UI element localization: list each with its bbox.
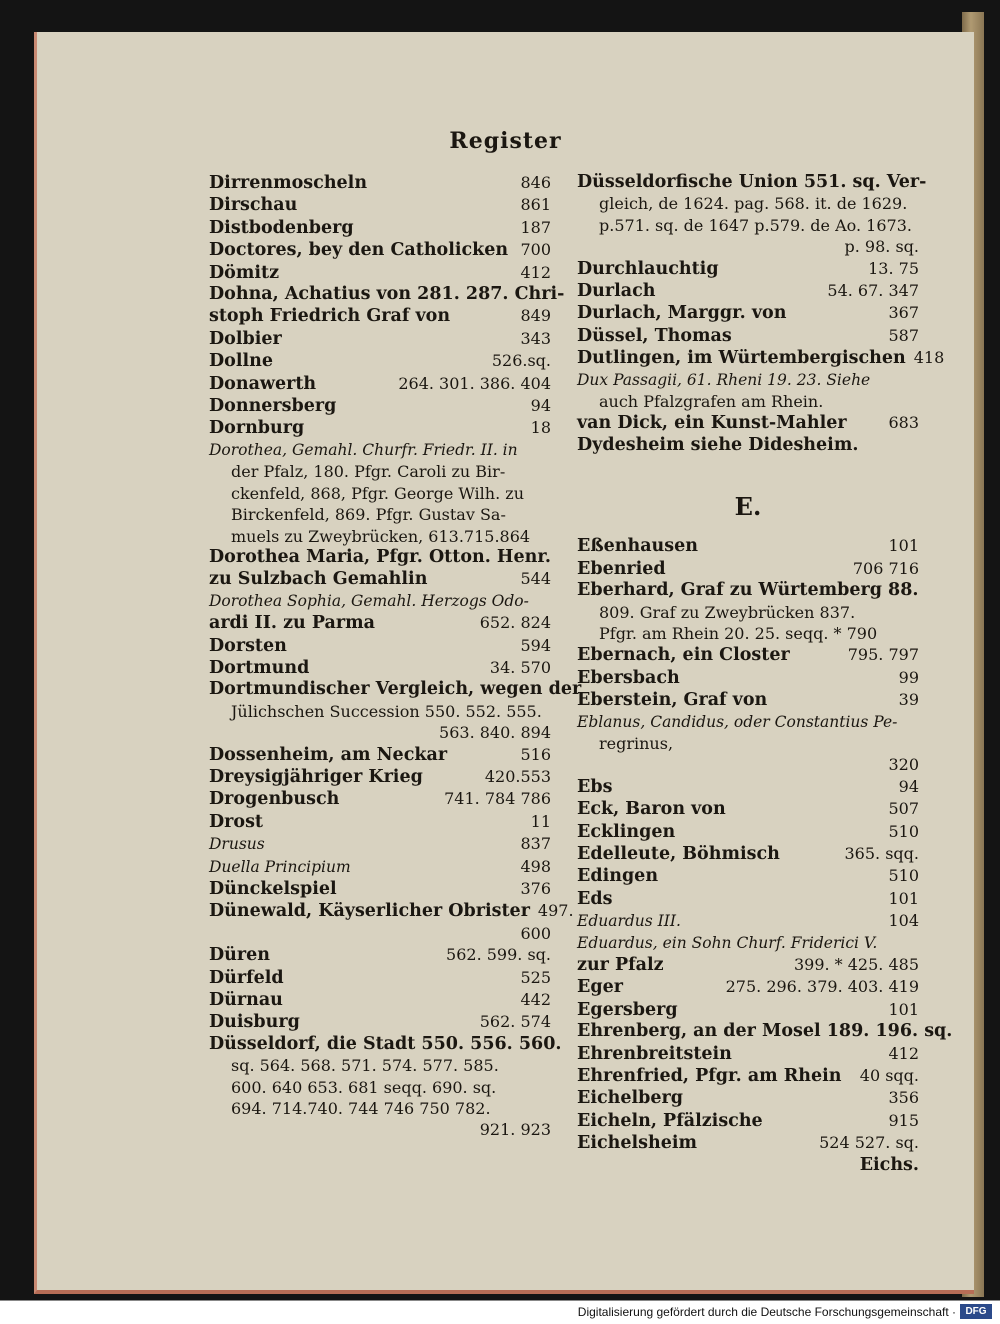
entry-page-numbers: 420.553 [484,766,551,786]
index-entry [577,535,919,557]
index-entry [577,976,919,998]
entry-term: Dürnau [209,990,283,1011]
entry-term: Ecklingen [577,821,676,842]
entry-page-numbers: 526.sq. [491,351,551,371]
index-entry [209,989,551,1011]
entry-page-numbers: 187 [520,217,551,237]
entry-page-numbers: 510 [888,821,919,841]
entry-term: Dolbier [209,328,282,349]
index-entry [209,194,551,216]
index-entry [577,1087,919,1109]
index-entry [209,504,551,525]
index-entry [209,635,551,657]
index-entry [209,328,551,350]
index-entry [577,1065,919,1087]
entry-term: Dossenheim, am Neckar [209,744,448,765]
index-entry [577,558,919,580]
index-entry [209,944,551,966]
section-letter-e: E. [734,492,762,522]
entry-term: Eger [577,977,623,998]
entry-term: Dorothea, Gemahl. Churfr. Friedr. II. in [209,440,518,459]
entry-term: Dydesheim siehe Didesheim. [577,434,859,455]
entry-term: Ebersbach [577,667,680,688]
entry-continuation: p. 98. sq. [844,237,919,257]
entry-term: Distbodenberg [209,217,354,238]
index-entry [209,373,551,395]
index-entry [577,644,919,666]
entry-page-numbers: 516 [520,744,551,764]
index-entry [577,954,919,976]
entry-term: Dohna, Achatius von 281. 287. Chri- [209,284,565,305]
page-heading: Register [449,128,562,154]
index-entry [209,461,551,482]
entry-continuation: 563. 840. 894 [439,723,551,743]
entry-term: Eck, Baron von [577,799,726,820]
entry-page-numbers: 442 [520,990,551,1010]
left-column [209,172,582,1141]
catchword: Eichs. [859,1154,919,1175]
index-entry [209,568,551,590]
index-entry [577,325,919,347]
entry-term: Dirrenmoscheln [209,173,368,193]
entry-term: stoph Friedrich Graf von [209,306,451,327]
entry-term: Donnersberg [209,396,337,417]
right-e-entries [577,535,953,1154]
entry-term: Düsseldorf, die Stadt 550. 556. 560. [209,1033,562,1054]
entry-continuation: 600. 640 653. 681 seqq. 690. sq. [231,1077,497,1097]
entry-term: Drost [209,811,264,832]
index-entry [577,370,919,391]
index-entry [209,923,551,944]
entry-term: Dirschau [209,195,298,216]
entry-term: Eberhard, Graf zu Würtemberg 88. [577,580,919,601]
entry-term: Eds [577,888,613,909]
index-entry [577,1021,953,1042]
entry-page-numbers: 861 [520,195,551,215]
entry-page-numbers: 94 [530,396,551,416]
index-entry [577,391,919,412]
entry-page-numbers: 706 716 [852,558,919,578]
entry-term: Drogenbusch [209,789,340,810]
index-entry [209,1055,551,1076]
entry-term: Dorsten [209,635,287,656]
entry-page-numbers: 562. 599. sq. [446,945,551,965]
entry-term: Dux Passagii, 61. Rheni 19. 23. Siehe [577,370,871,389]
index-entry [209,788,551,810]
index-entry [577,258,919,280]
entry-continuation: ckenfeld, 868, Pfgr. George Wilh. zu [231,483,524,503]
index-entry [577,193,919,214]
entry-term: Duella Principium [209,857,351,876]
index-entry [209,305,551,327]
index-entry [209,657,551,679]
document-page [34,32,974,1294]
entry-continuation: der Pfalz, 180. Pfgr. Caroli zu Bir- [231,462,506,482]
index-entry [209,262,551,284]
index-entry [209,284,565,305]
index-entry [209,900,574,922]
index-entry [577,302,919,324]
entry-page-numbers: 264. 301. 386. 404 [398,373,551,393]
index-entry [577,1132,919,1154]
entry-term: Düssel, Thomas [577,325,732,346]
entry-term: van Dick, ein Kunst-Mahler [577,413,847,434]
entry-term: zu Sulzbach Gemahlin [209,569,428,590]
entry-term: Ehrenbreitstein [577,1043,732,1064]
index-entry [209,172,551,194]
entry-term: ardi II. zu Parma [209,613,375,634]
index-entry [209,766,551,788]
index-entry [577,1043,919,1065]
entry-continuation: regrinus, [599,733,674,753]
entry-term: Dornburg [209,418,305,439]
entry-term: Dünckelspiel [209,879,337,899]
entry-term: Durchlauchtig [577,258,719,279]
entry-page-numbers: 700 [520,240,551,260]
entry-term: Egersberg [577,999,678,1020]
entry-page-numbers: 13. 75 [868,258,919,278]
index-entry [577,347,945,369]
entry-term: Dutlingen, im Würtembergischen [577,348,906,369]
entry-page-numbers: 587 [888,325,919,345]
entry-term: Dorothea Maria, Pfgr. Otton. Henr. [209,546,552,567]
entry-page-numbers: 837 [520,834,551,854]
index-entry [577,667,919,689]
entry-page-numbers: 412 [888,1043,919,1063]
entry-page-numbers: 498 [520,856,551,876]
index-entry [209,417,551,439]
entry-page-numbers: 497. [537,901,574,921]
entry-continuation: p.571. sq. de 1647 p.579. de Ao. 1673. [599,215,912,235]
index-entry [209,591,551,612]
entry-page-numbers: 399. * 425. 485 [793,955,919,974]
index-entry [209,217,551,239]
entry-term: Eduardus III. [577,912,681,931]
index-entry [577,580,919,601]
index-entry [577,843,919,865]
index-entry [209,967,551,989]
index-entry [209,701,551,722]
index-entry [577,776,919,798]
entry-term: zur Pfalz [577,955,664,975]
entry-continuation: 921. 923 [479,1120,551,1140]
footer-bar [0,1300,1000,1324]
index-entry [209,612,551,634]
index-entry [209,239,551,261]
entry-term: Durlach, Marggr. von [577,303,787,324]
right-d-entries [577,172,945,456]
entry-term: Düren [209,945,270,966]
index-entry [577,689,919,711]
entry-term: Doctores, bey den Catholicken [209,240,509,261]
entry-page-numbers: 18 [530,418,551,438]
index-entry [577,236,919,257]
entry-continuation: sq. 564. 568. 571. 574. 577. 585. [231,1056,499,1076]
index-entry [209,483,551,504]
entry-page-numbers: 99 [898,667,919,687]
entry-page-numbers: 418 [913,348,945,368]
index-entry [577,910,919,932]
entry-term: Eicheln, Pfälzische [577,1110,763,1131]
index-entry [209,1077,551,1098]
entry-page-numbers: 510 [888,866,919,886]
entry-page-numbers: 846 [520,173,551,192]
index-entry [577,172,927,193]
entry-term: Dortmund [209,657,310,678]
entry-term: Dortmundischer Vergleich, wegen der [209,679,582,700]
entry-continuation: Pfgr. am Rhein 20. 25. seqq. * 790 [599,623,878,643]
entry-page-numbers: 40 sqq. [859,1066,919,1086]
entry-page-numbers: 54. 67. 347 [827,281,919,301]
index-entry [577,821,919,843]
entry-term: Ebenried [577,558,666,579]
index-entry [209,1011,551,1033]
index-entry [577,1110,919,1132]
entry-term: Dünewald, Käyserlicher Obrister [209,901,530,922]
entry-page-numbers: 11 [530,811,551,831]
entry-page-numbers: 795. 797 [847,645,919,665]
entry-page-numbers: 915 [888,1110,919,1130]
index-entry [577,602,919,623]
entry-page-numbers: 343 [520,328,551,348]
entry-continuation: Birckenfeld, 869. Pfgr. Gustav Sa- [231,505,506,525]
entry-page-numbers: 412 [520,262,551,282]
index-entry [577,754,919,775]
entry-term: Eberstein, Graf von [577,690,768,711]
entry-term: Durlach [577,281,656,302]
entry-term: Edingen [577,866,659,887]
entry-page-numbers: 741. 784 786 [444,789,551,809]
entry-term: Dürfeld [209,967,284,988]
entry-term: Duisburg [209,1012,300,1033]
entry-page-numbers: 104 [888,911,919,931]
entry-page-numbers: 525 [520,967,551,987]
entry-term: Eblanus, Candidus, oder Constantius Pe- [577,712,898,731]
entry-page-numbers: 101 [888,536,919,556]
entry-page-numbers: 683 [888,413,919,433]
entry-term: Donawerth [209,373,317,394]
entry-term: Eßenhausen [577,536,698,557]
entry-page-numbers: 275. 296. 379. 403. 419 [725,977,919,997]
index-entry [209,679,582,700]
index-entry [209,440,551,461]
index-entry [209,811,551,833]
index-entry [577,712,919,733]
entry-term: Eduardus, ein Sohn Churf. Friderici V. [577,933,878,952]
index-entry [209,1098,551,1119]
entry-term: Ehrenfried, Pfgr. am Rhein [577,1066,842,1087]
entry-page-numbers: 544 [520,569,551,589]
entry-page-numbers: 101 [888,888,919,908]
entry-page-numbers: 101 [888,999,919,1019]
index-entry [209,526,551,547]
entry-term: Dreysigjähriger Krieg [209,766,423,787]
index-entry [209,1033,562,1055]
index-entry [577,865,919,887]
entry-page-numbers: 524 527. sq. [819,1133,919,1153]
entry-continuation: muels zu Zweybrücken, 613.715.864 [231,526,531,546]
entry-page-numbers: 849 [520,306,551,326]
right-column [577,172,953,1175]
index-entry [577,733,919,754]
index-entry [577,623,919,644]
entry-term: Dorothea Sophia, Gemahl. Herzogs Odo- [209,591,529,610]
entry-page-numbers: 562. 574 [479,1012,551,1032]
entry-page-numbers: 39 [898,690,919,710]
entry-term: Ebernach, ein Closter [577,645,790,666]
entry-term: Dömitz [209,262,280,283]
index-entry [209,744,551,766]
entry-page-numbers: 652. 824 [479,613,551,633]
footer-credit: Digitalisierung gefördert durch die Deutsche Forschungsgemeinschaft · [577,1305,956,1319]
index-entry [577,435,919,456]
entry-page-numbers: 367 [888,303,919,323]
entry-page-numbers: 507 [888,799,919,819]
index-entry [577,798,919,820]
entry-term: Drusus [209,835,265,854]
entry-page-numbers: 376 [520,879,551,898]
entry-term: Edelleute, Böhmisch [577,843,780,864]
entry-continuation: gleich, de 1624. pag. 568. it. de 1629. [599,194,908,214]
entry-continuation: 809. Graf zu Zweybrücken 837. [599,602,856,622]
index-entry [577,280,919,302]
entry-continuation: Jülichschen Succession 550. 552. 555. [231,701,542,721]
index-entry [577,412,919,434]
index-entry [577,215,919,236]
entry-continuation: auch Pfalzgrafen am Rhein. [599,392,824,412]
index-entry [209,833,551,855]
entry-page-numbers: 365. sqq. [844,843,919,863]
entry-term: Eichelberg [577,1088,683,1109]
entry-term: Eichelsheim [577,1133,698,1154]
entry-page-numbers: 356 [888,1088,919,1108]
entry-term: Ebs [577,776,613,797]
entry-page-numbers: 34. 570 [489,657,551,677]
dfg-logo: DFG [960,1304,992,1319]
index-entry [577,933,919,954]
entry-term: Düsseldorfische Union 551. sq. Ver- [577,172,927,192]
entry-page-numbers: 94 [898,776,919,796]
entry-continuation: 600 [520,923,551,943]
index-entry [209,1119,551,1140]
index-entry [209,722,551,743]
index-entry [209,350,551,372]
entry-term: Ehrenberg, an der Mosel 189. 196. sq. [577,1021,953,1042]
index-entry [209,395,551,417]
index-entry [209,856,551,878]
index-entry [577,999,919,1021]
entry-page-numbers: 594 [520,635,551,655]
index-entry [209,878,551,900]
entry-page-numbers: 320 [888,755,919,775]
index-entry [209,547,551,568]
entry-term: Dollne [209,351,274,372]
entry-continuation: 694. 714.740. 744 746 750 782. [231,1099,491,1119]
index-entry [577,888,919,910]
